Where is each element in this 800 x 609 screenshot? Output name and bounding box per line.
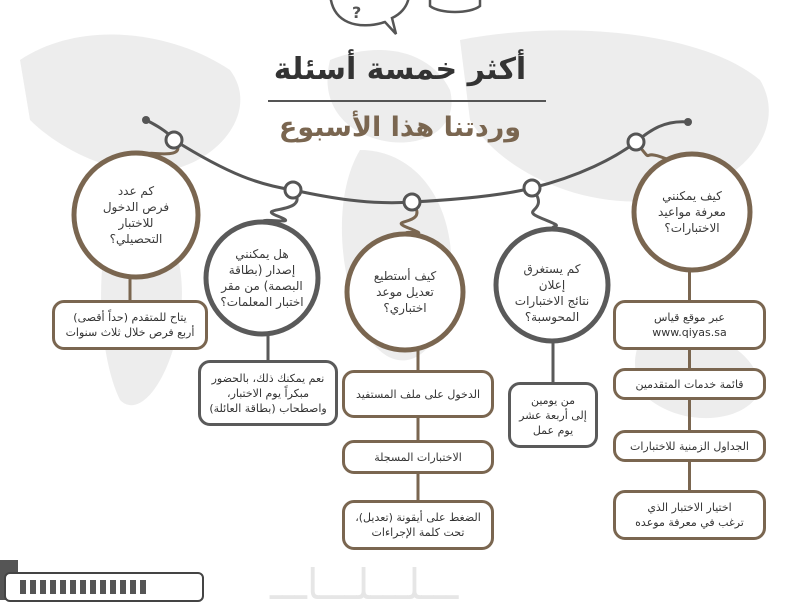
question-text [647,188,737,236]
answer-line: مبكراً يوم الاختبار، [227,386,309,400]
wire-end-right [684,118,692,126]
answer-line: تحت كلمة الإجراءات [371,526,465,539]
answer-line: نعم يمكنك ذلك، بالحضور [211,371,325,385]
question-text [360,268,450,316]
answer-line: أربع فرص خلال ثلاث سنوات [65,326,195,339]
wire-node [285,182,301,198]
question-line: التحصيلي؟ [109,232,163,246]
answer-box [613,490,766,540]
question-line: إصدار (بطاقة [228,263,296,277]
question-text [509,261,596,325]
question-text [88,183,184,247]
question-line: اختبار المعلمات؟ [220,295,304,309]
question-line: تعديل موعد [376,285,434,299]
subtitle: وردتنا هذا الأسبوع [278,112,522,143]
question-line: الاختبارات؟ [664,221,720,235]
answer-line: الضغط على أيقونة (تعديل)، [355,511,481,524]
main-title: أكثر خمسة أسئلة [273,52,527,87]
answer-line: من يومين [530,393,576,407]
question-line: كيف يمكنني [662,189,722,203]
bubble-left [330,0,409,34]
answer-line: يتاح للمتقدم (حداً أقصى) [73,311,187,324]
wire-node [404,194,420,210]
question-line: فرص الدخول [102,200,170,214]
wire-end-left [142,116,150,124]
answer-line: ترغب في معرفة موعده [635,516,744,529]
question-line: كيف أستطيع [373,269,437,283]
answer-line: الدخول على ملف المستفيد [356,387,480,401]
question-mark: ? [352,3,362,22]
question-line: معرفة مواعيد [658,205,726,219]
qiyas-logo [4,572,204,602]
answer-line: عبر موقع قياس [654,311,725,324]
question-line: المحوسبة؟ [524,310,580,324]
answer-line: قائمة خدمات المتقدمين [635,377,744,391]
answer-line: إلى أربعة عشر [519,408,587,422]
answer-line: يوم عمل [532,423,574,437]
question-line: نتائج الاختبارات [514,294,590,308]
answer-line: الاختبارات المسجلة [374,450,462,464]
answer-box [342,370,494,418]
wire-node [524,180,540,196]
answer-box [508,382,598,448]
title-divider [268,100,546,102]
answer-line: واصطحاب (بطاقة العائلة) [209,401,327,415]
bubble-right [430,0,480,12]
answer-box [613,368,766,400]
question-line: البصمة) من مقر [221,279,303,293]
wire-node [628,134,644,150]
answer-box [342,440,494,474]
question-text [219,246,306,310]
question-line: للاختبار [118,216,154,230]
answer-box [613,300,766,350]
speech-bubbles-icon [330,0,480,34]
question-line: اختباري؟ [383,301,427,315]
answer-box [52,300,208,350]
answer-box [198,360,338,426]
answer-line: الجداول الزمنية للاختبارات [630,439,749,453]
question-line: هل يمكنني [235,247,289,261]
wire-node [166,132,182,148]
answer-line: www.qiyas.sa [652,326,727,339]
answer-box [342,500,494,550]
answer-line: اختيار الاختبار الذي [647,501,732,514]
watermark-calligraphy: ـــلـــلـــاـــ [270,560,459,609]
answer-box [613,430,766,462]
question-line: كم يستغرق إعلان [523,262,581,292]
question-line: كم عدد [117,184,155,198]
